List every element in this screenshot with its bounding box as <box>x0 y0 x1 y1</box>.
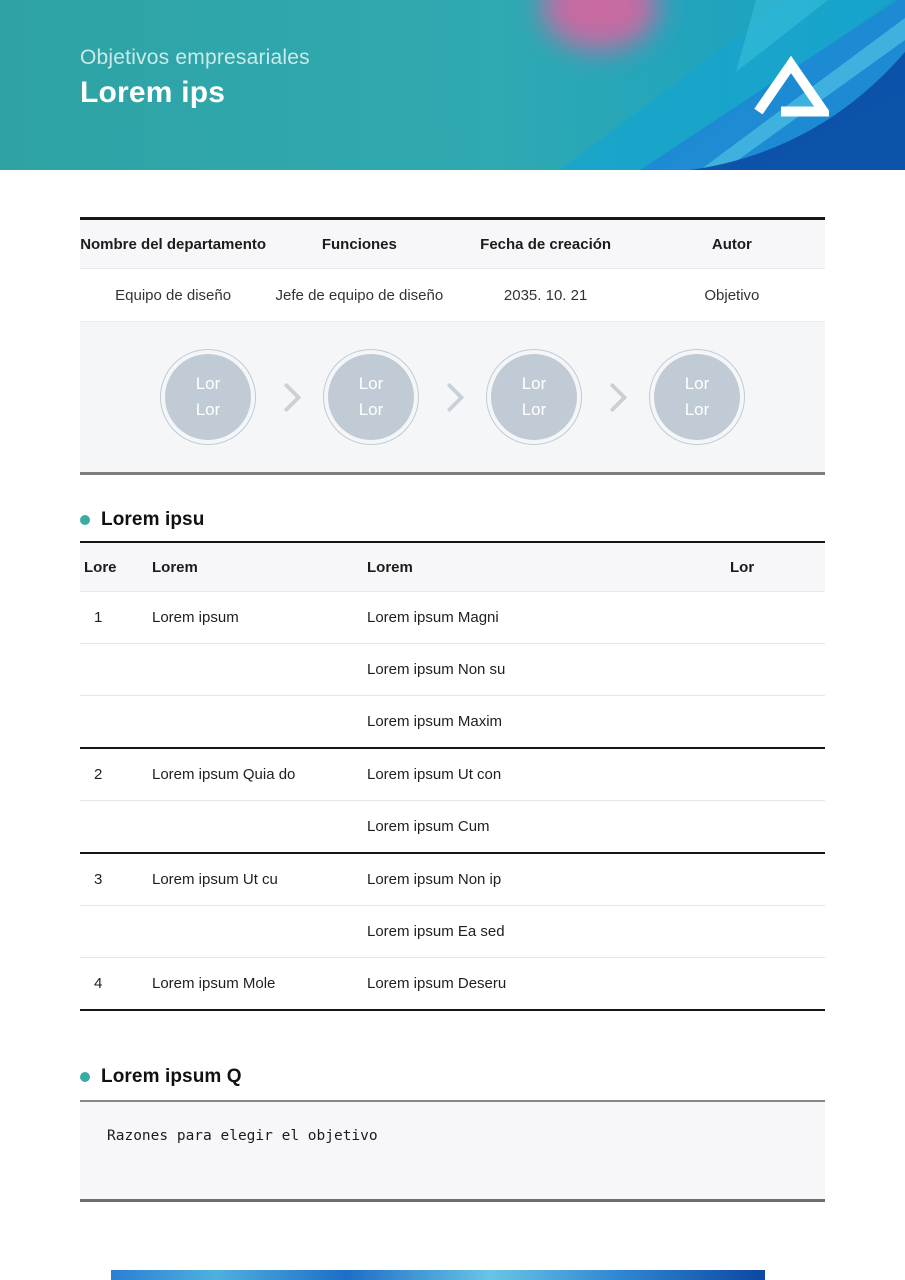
process-step-4 <box>649 349 745 445</box>
department-info-table <box>80 217 825 475</box>
col-creation-date: Fecha de creación <box>480 235 612 253</box>
chevron-right-icon <box>272 382 302 412</box>
row-detail: Lorem ipsum Ea sed <box>367 923 505 940</box>
process-step-3 <box>486 349 582 445</box>
section-heading-goals <box>80 509 825 531</box>
chevron-right-icon <box>598 382 628 412</box>
functions-value: Jefe de equipo de diseño <box>275 286 444 304</box>
col-detail: Lorem <box>367 558 413 576</box>
department-name-value: Equipo de diseño <box>115 286 232 304</box>
col-goal: Lorem <box>152 558 198 576</box>
row-goal: Lorem ipsum <box>152 609 239 626</box>
info-table-data-row <box>80 269 825 321</box>
footer-gradient-strip <box>111 1270 765 1280</box>
row-number: 4 <box>94 975 103 992</box>
row-detail: Lorem ipsum Deseru <box>367 975 507 992</box>
row-goal: Lorem ipsum Ut cu <box>152 871 278 888</box>
row-detail: Lorem ipsum Non su <box>367 661 506 678</box>
process-step-2 <box>323 349 419 445</box>
step-label-line2: Lor <box>684 400 710 419</box>
process-step-circle <box>165 354 251 440</box>
author-value: Objetivo <box>704 286 760 304</box>
header-text-block <box>80 46 310 110</box>
step-label-line1: Lor <box>684 374 710 393</box>
process-step-circle <box>654 354 740 440</box>
col-author: Autor <box>711 235 752 253</box>
row-detail: Lorem ipsum Maxim <box>367 713 503 730</box>
col-functions: Funciones <box>321 235 397 253</box>
row-detail: Lorem ipsum Cum <box>367 818 490 835</box>
row-goal: Lorem ipsum Mole <box>152 975 276 992</box>
creation-date-value: 2035. 10. 21 <box>503 286 588 304</box>
table-row <box>80 644 825 696</box>
reasons-placeholder-text: Razones para elegir el objetivo <box>107 1128 378 1144</box>
document-subtitle: Objetivos empresariales <box>80 46 310 69</box>
row-number: 2 <box>94 766 103 783</box>
header-banner <box>0 0 905 170</box>
row-detail: Lorem ipsum Non ip <box>367 871 502 888</box>
step-label-line1: Lor <box>521 374 547 393</box>
main-content <box>80 170 825 1202</box>
table-row <box>80 801 825 854</box>
process-step-circle <box>491 354 577 440</box>
step-label-line2: Lor <box>521 400 547 419</box>
process-flow-strip <box>80 321 825 475</box>
col-number: Lore <box>84 558 117 576</box>
process-step-circle <box>328 354 414 440</box>
row-detail: Lorem ipsum Magni <box>367 609 499 626</box>
goals-table-header-row <box>80 543 825 592</box>
col-department-name: Nombre del departamento <box>80 235 267 253</box>
table-row <box>80 696 825 749</box>
bullet-dot-icon <box>80 1072 90 1082</box>
section-title: Lorem ipsum Q <box>101 1066 242 1087</box>
row-number: 1 <box>94 609 103 626</box>
table-row <box>80 592 825 644</box>
row-detail: Lorem ipsum Ut con <box>367 766 502 783</box>
chevron-right-icon <box>435 382 465 412</box>
table-row <box>80 854 825 906</box>
table-row <box>80 958 825 1009</box>
step-label-line1: Lor <box>358 374 384 393</box>
info-table-header-row <box>80 220 825 269</box>
bullet-dot-icon <box>80 515 90 525</box>
step-label-line2: Lor <box>195 400 221 419</box>
step-label-line1: Lor <box>195 374 221 393</box>
table-row <box>80 749 825 801</box>
step-label-line2: Lor <box>358 400 384 419</box>
section-title: Lorem ipsu <box>101 509 205 530</box>
row-goal: Lorem ipsum Quia do <box>152 766 296 783</box>
brand-logo-triangle-icon <box>753 55 829 121</box>
goals-table <box>80 541 825 1011</box>
document-title: Lorem ips <box>80 76 226 109</box>
row-number: 3 <box>94 871 103 888</box>
process-step-1 <box>160 349 256 445</box>
section-heading-reasons <box>80 1066 825 1088</box>
reasons-box <box>80 1100 825 1202</box>
col-extra: Lor <box>730 558 755 576</box>
table-row <box>80 906 825 958</box>
